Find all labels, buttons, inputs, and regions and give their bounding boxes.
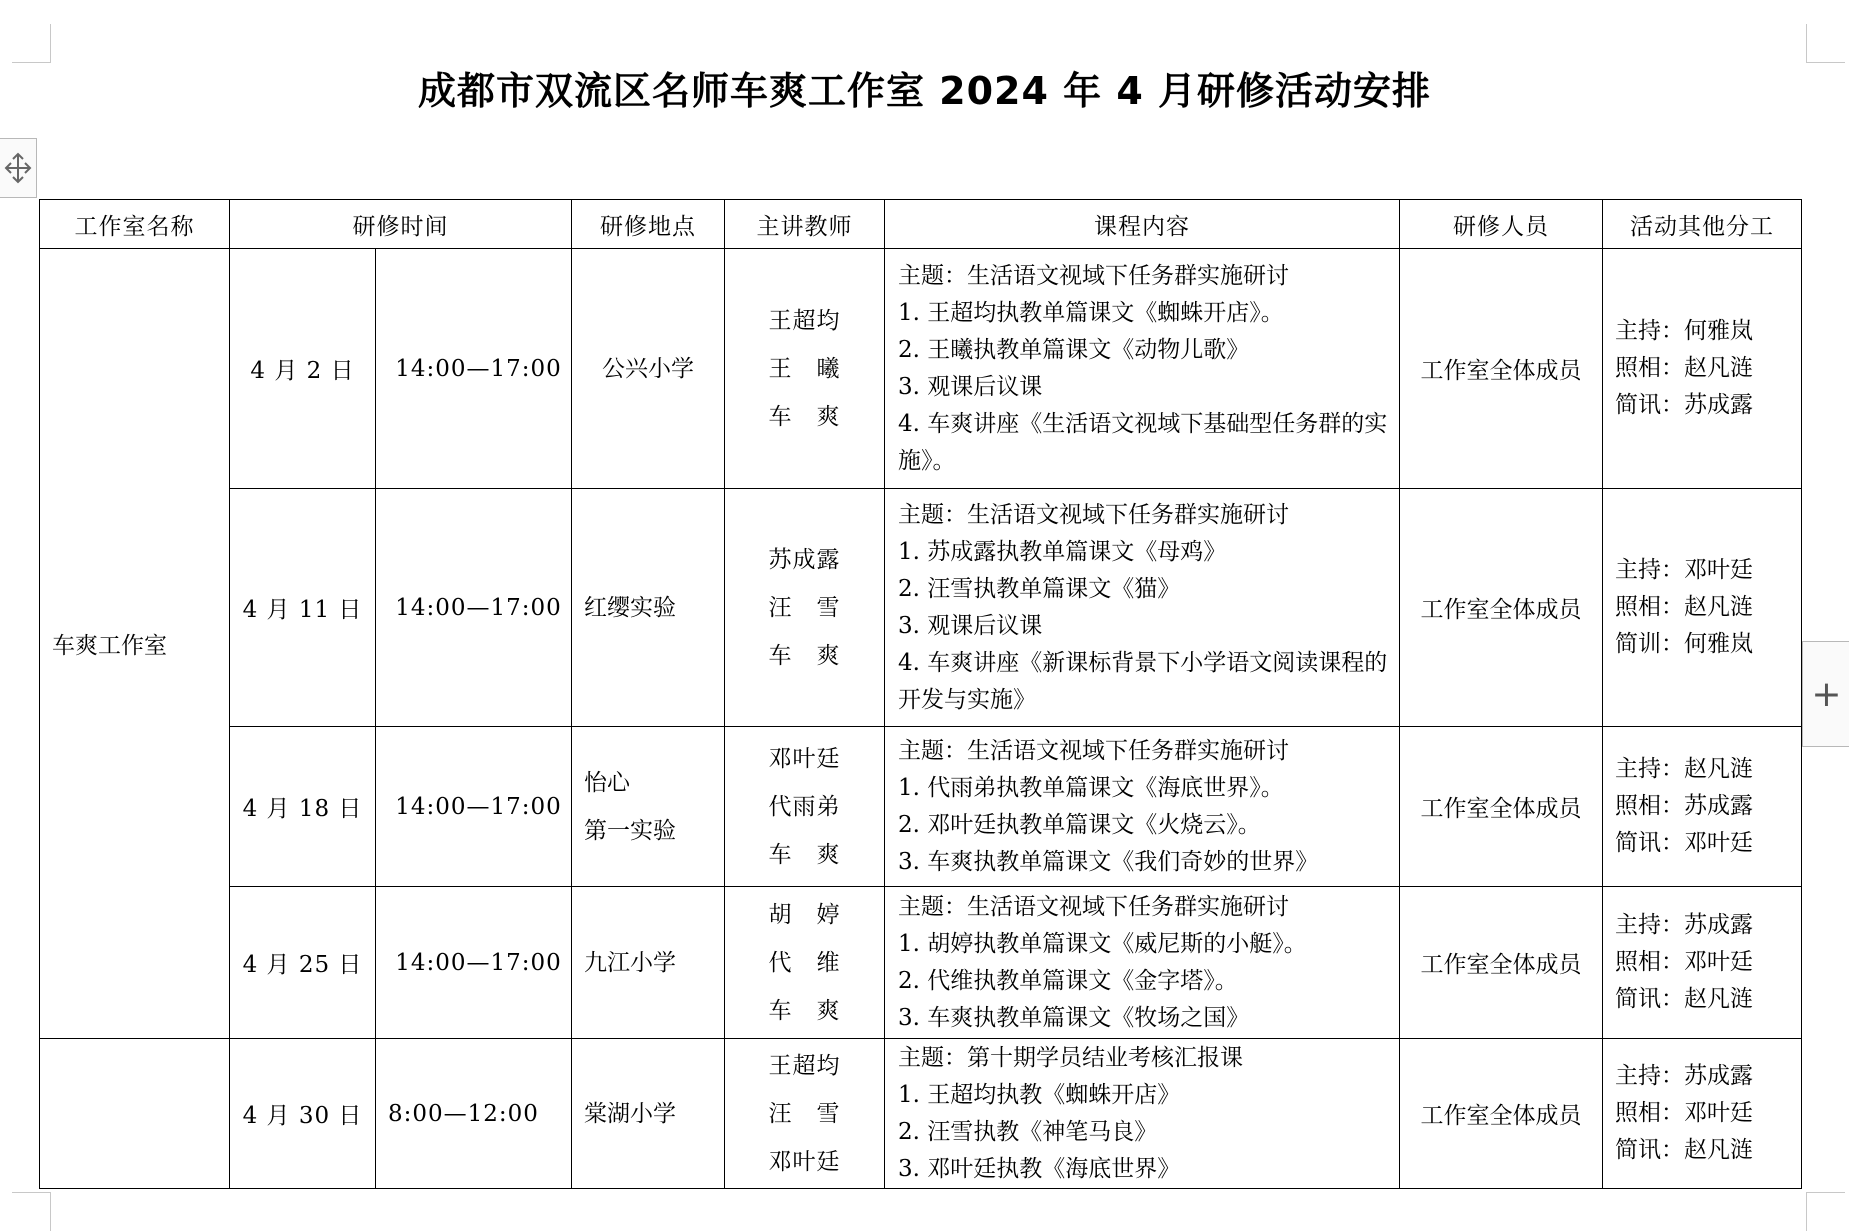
teacher-cell <box>725 489 885 727</box>
role-line: 照相：赵凡涟 <box>1615 594 1753 620</box>
content-line: 4. 车爽讲座《生活语文视域下基础型任务群的实施》。 <box>898 410 1388 474</box>
teacher-name: 车 爽 <box>768 642 841 669</box>
header-location: 研修地点 <box>572 200 725 249</box>
location-cell: 棠湖小学 <box>572 1039 725 1189</box>
table-row <box>40 1039 1802 1189</box>
move-arrows-icon <box>3 151 33 185</box>
teacher-name: 车 爽 <box>768 997 841 1024</box>
role-line: 简讯：苏成露 <box>1615 392 1753 418</box>
role-line: 简讯：邓叶廷 <box>1615 830 1753 856</box>
page-corner-mark <box>12 1192 51 1231</box>
date-cell: 4 月 18 日 <box>230 727 376 887</box>
role-line: 主持：赵凡涟 <box>1615 756 1753 782</box>
header-content: 课程内容 <box>885 200 1400 249</box>
content-line: 1. 苏成露执教单篇课文《母鸡》 <box>898 538 1227 565</box>
role-line: 简讯：赵凡涟 <box>1615 986 1753 1012</box>
content-line: 1. 胡婷执教单篇课文《威尼斯的小艇》。 <box>898 930 1307 957</box>
content-line: 3. 观课后议课 <box>898 373 1043 400</box>
staff-cell: 工作室全体成员 <box>1400 249 1603 489</box>
role-line: 简训：何雅岚 <box>1615 631 1753 657</box>
date-cell: 4 月 25 日 <box>230 887 376 1039</box>
document-title: 成都市双流区名师车爽工作室 2024 年 4 月研修活动安排 <box>417 69 1432 113</box>
table-row <box>40 727 1802 887</box>
role-line: 主持：邓叶廷 <box>1615 557 1753 583</box>
time-cell: 14:00—17:00 <box>376 727 572 887</box>
content-line: 主题：生活语文视域下任务群实施研讨 <box>898 893 1289 920</box>
staff-cell: 工作室全体成员 <box>1400 489 1603 727</box>
content-cell <box>885 887 1400 1039</box>
content-line: 2. 邓叶廷执教单篇课文《火烧云》。 <box>898 811 1261 838</box>
teacher-name: 胡 婷 <box>768 901 841 928</box>
page-corner-mark <box>12 24 51 63</box>
content-line: 2. 王曦执教单篇课文《动物儿歌》 <box>898 336 1250 363</box>
teacher-cell <box>725 249 885 489</box>
page-corner-mark <box>1806 1192 1845 1231</box>
content-line: 2. 汪雪执教单篇课文《猫》 <box>898 575 1181 602</box>
staff-cell: 工作室全体成员 <box>1400 727 1603 887</box>
teacher-name: 王超均 <box>768 307 841 334</box>
roles-cell <box>1603 489 1802 727</box>
content-line: 2. 汪雪执教《神笔马良》 <box>898 1118 1158 1145</box>
location-cell: 九江小学 <box>572 887 725 1039</box>
time-cell: 14:00—17:00 <box>376 249 572 489</box>
roles-cell <box>1603 1039 1802 1189</box>
location-cell <box>572 727 725 887</box>
plus-icon: + <box>1811 673 1842 715</box>
content-line: 3. 车爽执教单篇课文《牧场之国》 <box>898 1004 1250 1031</box>
add-row-button[interactable] <box>1802 641 1849 747</box>
teacher-name: 汪 雪 <box>768 1100 841 1127</box>
teacher-name: 汪 雪 <box>768 594 841 621</box>
content-cell <box>885 489 1400 727</box>
content-line: 3. 观课后议课 <box>898 612 1043 639</box>
teacher-name: 邓叶廷 <box>768 1148 841 1175</box>
table-row <box>40 249 1802 489</box>
role-line: 照相：赵凡涟 <box>1615 355 1753 381</box>
location-line: 第一实验 <box>584 817 676 844</box>
roles-cell <box>1603 249 1802 489</box>
content-line: 主题：生活语文视域下任务群实施研讨 <box>898 737 1289 764</box>
studio-name-cell: 车爽工作室 <box>40 249 230 1039</box>
role-line: 照相：邓叶廷 <box>1615 949 1753 975</box>
role-line: 照相：苏成露 <box>1615 793 1753 819</box>
role-line: 简讯：赵凡涟 <box>1615 1137 1753 1163</box>
roles-cell <box>1603 887 1802 1039</box>
content-line: 4. 车爽讲座《新课标背景下小学语文阅读课程的开发与实施》 <box>898 649 1388 713</box>
content-line: 主题：生活语文视域下任务群实施研讨 <box>898 262 1289 289</box>
teacher-name: 邓叶廷 <box>768 745 841 772</box>
location-line: 怡心 <box>584 769 630 796</box>
date-cell: 4 月 11 日 <box>230 489 376 727</box>
teacher-name: 代 维 <box>768 949 841 976</box>
teacher-name: 代雨弟 <box>768 793 841 820</box>
location-cell: 公兴小学 <box>572 249 725 489</box>
content-cell <box>885 1039 1400 1189</box>
table-row <box>40 887 1802 1039</box>
content-line: 1. 王超均执教《蜘蛛开店》 <box>898 1081 1181 1108</box>
content-line: 2. 代维执教单篇课文《金字塔》。 <box>898 967 1238 994</box>
content-cell <box>885 249 1400 489</box>
content-line: 主题：生活语文视域下任务群实施研讨 <box>898 501 1289 528</box>
staff-cell: 工作室全体成员 <box>1400 887 1603 1039</box>
teacher-name: 车 爽 <box>768 403 841 430</box>
time-cell: 8:00—12:00 <box>376 1039 572 1189</box>
content-line: 主题：第十期学员结业考核汇报课 <box>898 1044 1243 1071</box>
staff-cell: 工作室全体成员 <box>1400 1039 1603 1189</box>
table-header-row <box>40 200 1802 249</box>
teacher-cell <box>725 727 885 887</box>
teacher-name: 王 曦 <box>768 355 841 382</box>
teacher-cell <box>725 887 885 1039</box>
studio-name-cell <box>40 1039 230 1189</box>
date-cell: 4 月 2 日 <box>230 249 376 489</box>
header-studio-name: 工作室名称 <box>40 200 230 249</box>
role-line: 照相：邓叶廷 <box>1615 1100 1753 1126</box>
content-cell <box>885 727 1400 887</box>
page-corner-mark <box>1806 24 1845 63</box>
roles-cell <box>1603 727 1802 887</box>
header-time: 研修时间 <box>230 200 572 249</box>
role-line: 主持：苏成露 <box>1615 912 1753 938</box>
header-teacher: 主讲教师 <box>725 200 885 249</box>
teacher-name: 苏成露 <box>768 546 841 573</box>
content-line: 3. 车爽执教单篇课文《我们奇妙的世界》 <box>898 848 1319 875</box>
role-line: 主持：何雅岚 <box>1615 318 1753 344</box>
role-line: 主持：苏成露 <box>1615 1063 1753 1089</box>
header-staff: 研修人员 <box>1400 200 1603 249</box>
content-line: 3. 邓叶廷执教《海底世界》 <box>898 1155 1181 1182</box>
teacher-name: 车 爽 <box>768 841 841 868</box>
location-cell: 红缨实验 <box>572 489 725 727</box>
table-move-handle[interactable] <box>0 138 37 198</box>
time-cell: 14:00—17:00 <box>376 887 572 1039</box>
teacher-name: 王超均 <box>768 1052 841 1079</box>
time-cell: 14:00—17:00 <box>376 489 572 727</box>
table-row <box>40 489 1802 727</box>
teacher-cell <box>725 1039 885 1189</box>
content-line: 1. 代雨弟执教单篇课文《海底世界》。 <box>898 774 1284 801</box>
date-cell: 4 月 30 日 <box>230 1039 376 1189</box>
schedule-table <box>39 199 1802 1189</box>
content-line: 1. 王超均执教单篇课文《蜘蛛开店》。 <box>898 299 1284 326</box>
header-roles: 活动其他分工 <box>1603 200 1802 249</box>
